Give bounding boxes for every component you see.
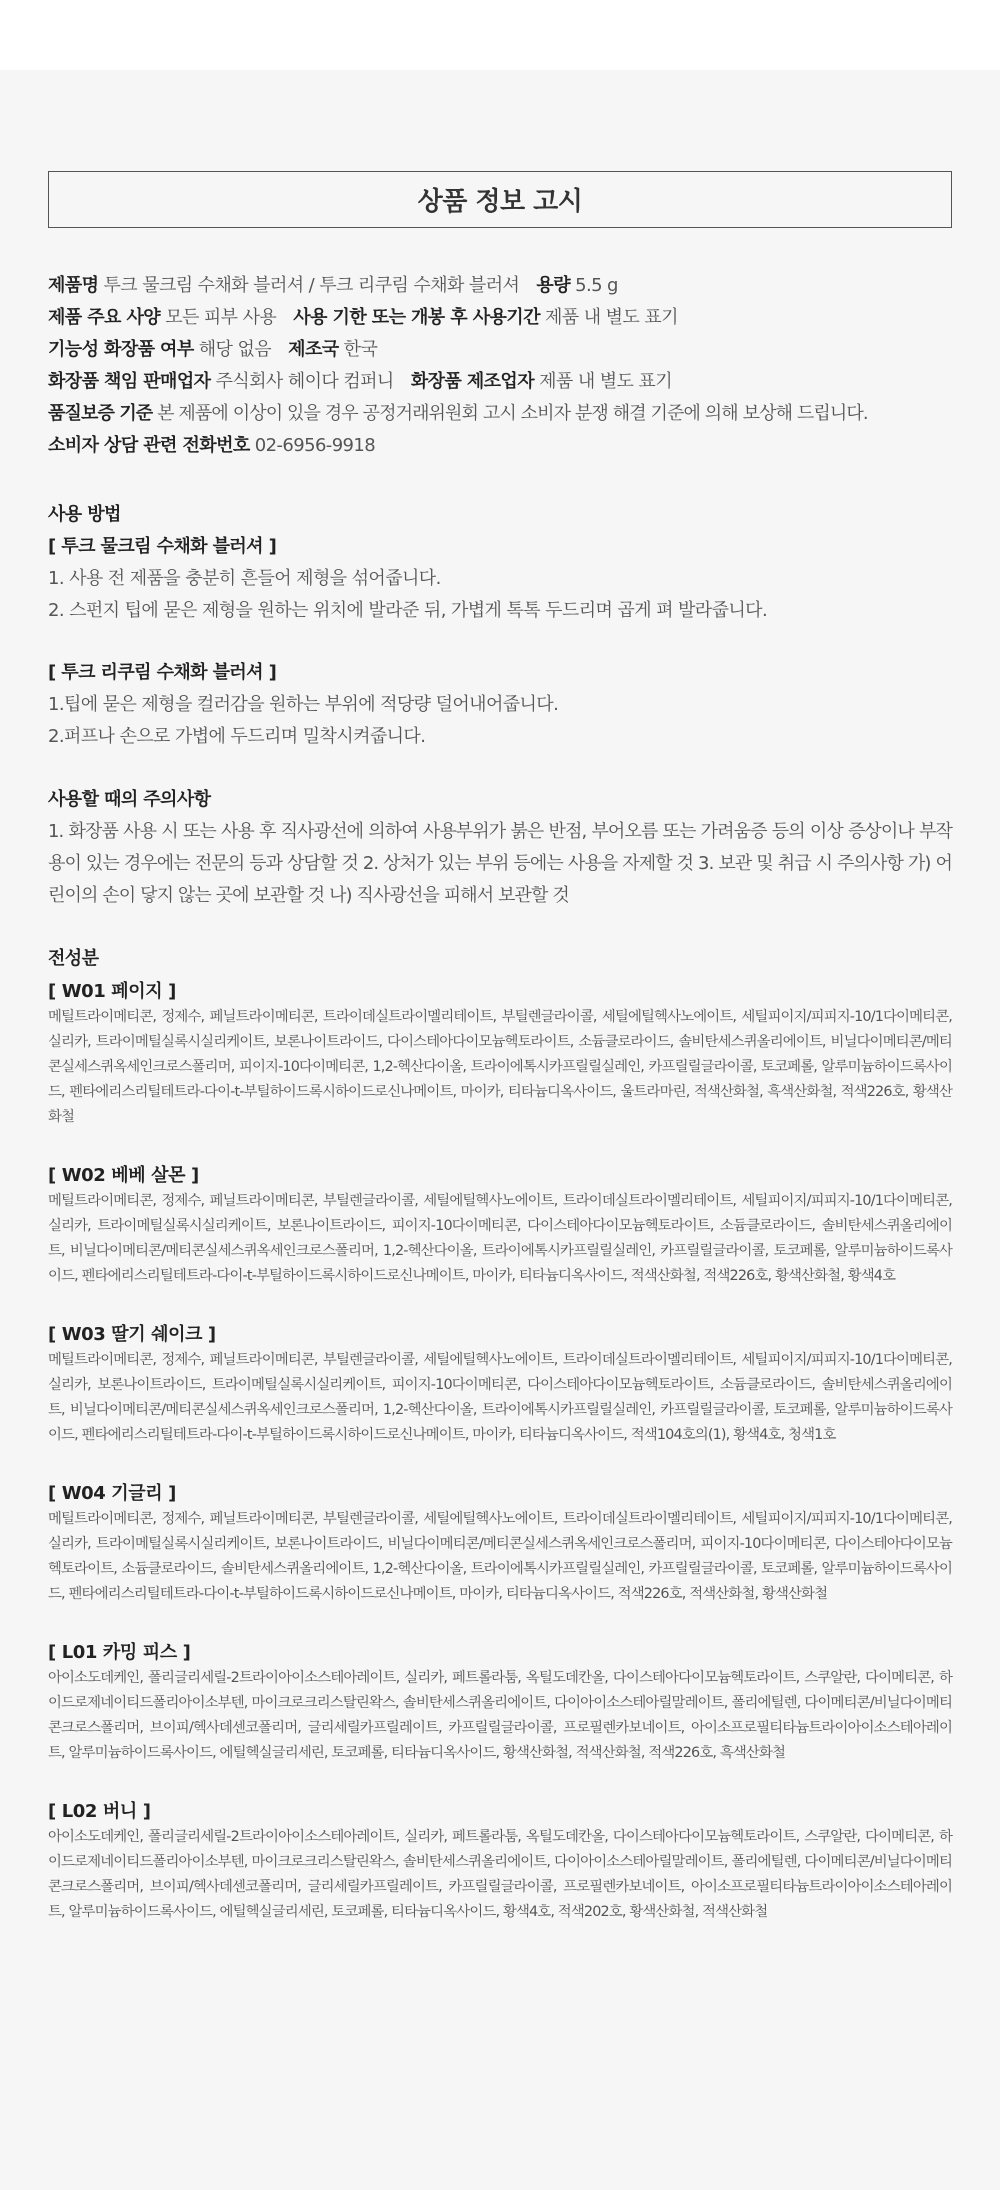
ingredient-list: 메틸트라이메티콘, 정제수, 페닐트라이메티콘, 부틸렌글라이콜, 세틸에틸헥사노에이트, 트라이데실트라이멜리테이트, 세틸피이지/피피지-10/1다이메티콘, 실리카, 트라이메틸실록시실리케이트, 보론나이트라이드, 피이지-10다이메티콘, 다이스테아다이모늄헥토라이트, 소듐클로라이드, 솔비탄세스퀴올리에이트, 비닐다이메티콘/메티콘실세스퀴옥세인크로스폴리머, 1,2-헥산다이올, 트라이에톡시카프릴릴실레인, 카프릴릴글라이콜, 토코페롤, 알루미늄하이드록사이드, 펜타에리스리틸테트라-다이-t-부틸하이드록시하이드로신나메이트, 마이카, 티타늄디옥사이드, 적색산화철, 적색226호, 황색산화철, 황색4호 xyxy=(48,1193,952,1284)
phone-label: 소비자 상담 관련 전화번호 xyxy=(48,435,250,456)
origin-label: 제조국 xyxy=(288,339,339,360)
phone-value: 02-6956-9918 xyxy=(254,435,376,456)
ingredient-list: 메틸트라이메티콘, 정제수, 페닐트라이메티콘, 부틸렌글라이콜, 세틸에틸헥사노에이트, 트라이데실트라이멜리테이트, 세틸피이지/피피지-10/1다이메티콘, 실리카, 트라이메틸실록시실리케이트, 보론나이트라이드, 비닐다이메티콘/메티콘실세스퀴옥세인크로스폴리머, 피이지-10다이메티콘, 다이스테아다이모늄헥토라이트, 소듐클로라이드, 솔비탄세스퀴올리에이트, 1,2-헥산다이올, 트라이에톡시카프릴릴실레인, 카프릴릴글라이콜, 토코페롤, 알루미늄하이드록사이드, 펜타에리스리틸테트라-다이-t-부틸하이드록시하이드로신나메이트, 마이카, 티타늄디옥사이드, 적색226호, 적색산화철, 황색산화철 xyxy=(48,1511,952,1602)
info-row-name xyxy=(48,270,952,302)
spec-value: 모든 피부 사용 xyxy=(165,307,277,328)
ingredient-name: [ W04 기글리 ] xyxy=(48,1483,176,1504)
name-value: 투크 물크림 수채화 블러셔 / 투크 리쿠림 수채화 블러셔 xyxy=(103,275,520,296)
top-white-bar xyxy=(0,0,1000,70)
caution-title: 사용할 때의 주의사항 xyxy=(48,789,211,810)
ingredients-title: 전성분 xyxy=(48,948,99,969)
expiry-label: 사용 기한 또는 개봉 후 사용기간 xyxy=(293,307,540,328)
ingredient-list: 메틸트라이메티콘, 정제수, 페닐트라이메티콘, 트라이데실트라이멜리테이트, 부틸렌글라이콜, 세틸에틸헥사노에이트, 세틸피이지/피피지-10/1다이메티콘, 실리카, 트라이메틸실록시실리케이트, 보론나이트라이드, 다이스테아다이모늄헥토라이트, 소듐클로라이드, 솔비탄세스퀴올리에이트, 비닐다이메티콘/메티콘실세스퀴옥세인크로스폴리머, 피이지-10다이메티콘, 1,2-헥산다이올, 트라이에톡시카프릴릴실레인, 카프릴릴글라이콜, 토코페롤, 알루미늄하이드록사이드, 펜타에리스리틸테트라-다이-t-부틸하이드록시하이드로신나메이트, 마이카, 티타늄디옥사이드, 울트라마린, 적색산화철, 흑색산화철, 적색226호, 황색산화철 xyxy=(48,1009,952,1125)
origin-value: 한국 xyxy=(343,339,378,360)
ingredient-list: 아이소도데케인, 폴리글리세릴-2트라이아이소스테아레이트, 실리카, 페트롤라툼, 옥틸도데칸올, 다이스테아다이모늄헥토라이트, 스쿠알란, 다이메티콘, 하이드로제네이티드폴리아이소부텐, 마이크로크리스탈린왁스, 솔비탄세스퀴올리에이트, 다이아이소스테아릴말레이트, 폴리에틸렌, 다이메티콘/비닐다이메티콘크로스폴리머, 브이피/헥사데센코폴리머, 글리세릴카프릴레이트, 카프릴릴글라이콜, 프로필렌카보네이트, 아이소프로필티타늄트라이아이소스테아레이트, 알루미늄하이드록사이드, 에틸헥실글리세린, 토코페롤, 티타늄디옥사이드, 황색4호, 적색202호, 황색산화철, 적색산화철 xyxy=(48,1829,952,1920)
name-label: 제품명 xyxy=(48,275,99,296)
info-row-quality xyxy=(48,398,952,430)
product-info xyxy=(48,270,952,462)
ingredient-name: [ W01 페이지 ] xyxy=(48,981,176,1002)
quality-value: 본 제품에 이상이 있을 경우 공정거래위원회 고시 소비자 분쟁 해결 기준에 의해 보상해 드립니다. xyxy=(157,403,868,424)
info-row-spec xyxy=(48,302,952,334)
ingredient-block xyxy=(48,1640,952,1766)
expiry-value: 제품 내 별도 표기 xyxy=(545,307,678,328)
usage-step: 1.팁에 묻은 제형을 컬러감을 원하는 부위에 적당량 덜어내어줍니다. xyxy=(48,694,559,715)
ingredient-block xyxy=(48,1322,952,1448)
page-title: 상품 정보 고시 xyxy=(48,171,952,228)
functional-value: 해당 없음 xyxy=(198,339,272,360)
ingredient-block xyxy=(48,1481,952,1607)
blusher2-title: [ 투크 리쿠림 수채화 블러셔 ] xyxy=(48,662,277,683)
blusher1-title: [ 투크 물크림 수채화 블러셔 ] xyxy=(48,536,277,557)
usage-step: 2.퍼프나 손으로 가볍에 두드리며 밀착시켜줍니다. xyxy=(48,726,426,747)
maker-label: 화장품 제조업자 xyxy=(410,371,534,392)
usage-title: 사용 방법 xyxy=(48,504,121,525)
ingredient-name: [ W02 베베 살몬 ] xyxy=(48,1165,199,1186)
seller-label: 화장품 책임 판매업자 xyxy=(48,371,211,392)
functional-label: 기능성 화장품 여부 xyxy=(48,339,194,360)
ingredient-list: 아이소도데케인, 폴리글리세릴-2트라이아이소스테아레이트, 실리카, 페트롤라툼, 옥틸도데칸올, 다이스테아다이모늄헥토라이트, 스쿠알란, 다이메티콘, 하이드로제네이티드폴리아이소부텐, 마이크로크리스탈린왁스, 솔비탄세스퀴올리에이트, 다이아이소스테아릴말레이트, 폴리에틸렌, 다이메티콘/비닐다이메티콘크로스폴리머, 브이피/헥사데센코폴리머, 글리세릴카프릴레이트, 카프릴릴글라이콜, 프로필렌카보네이트, 아이소프로필티타늄트라이아이소스테아레이트, 알루미늄하이드록사이드, 에틸헥실글리세린, 토코페롤, 티타늄디옥사이드, 황색산화철, 적색산화철, 적색226호, 흑색산화철 xyxy=(48,1670,952,1761)
volume-value: 5.5 g xyxy=(575,275,618,296)
ingredient-list: 메틸트라이메티콘, 정제수, 페닐트라이메티콘, 부틸렌글라이콜, 세틸에틸헥사노에이트, 트라이데실트라이멜리테이트, 세틸피이지/피피지-10/1다이메티콘, 실리카, 보론나이트라이드, 트라이메틸실록시실리케이트, 피이지-10다이메티콘, 다이스테아다이모늄헥토라이트, 소듐클로라이드, 솔비탄세스퀴올리에이트, 비닐다이메티콘/메티콘실세스퀴옥세인크로스폴리머, 1,2-헥산다이올, 트라이에톡시카프릴릴실레인, 카프릴릴글라이콜, 토코페롤, 알루미늄하이드록사이드, 펜타에리스리틸테트라-다이-t-부틸하이드록시하이드로신나메이트, 마이카, 티타늄디옥사이드, 적색104호의(1), 황색4호, 청색1호 xyxy=(48,1352,952,1443)
spec-label: 제품 주요 사양 xyxy=(48,307,161,328)
caution-text: 1. 화장품 사용 시 또는 사용 후 직사광선에 의하여 사용부위가 붉은 반점, 부어오름 또는 가려움증 등의 이상 증상이나 부작용이 있는 경우에는 전문의 등과 상담할 것 2. 상처가 있는 부위 등에는 사용을 자제할 것 3. 보관 및 취급 시 주의사항 가) 어린이의 손이 닿지 않는 곳에 보관할 것 나) 직사광선을 피해서 보관할 것 xyxy=(48,821,952,906)
ingredients-section xyxy=(48,943,952,1925)
ingredient-block xyxy=(48,1799,952,1925)
product-notice xyxy=(48,171,952,1925)
seller-value: 주식회사 헤이다 컴퍼니 xyxy=(215,371,394,392)
quality-label: 품질보증 기준 xyxy=(48,403,153,424)
usage-step: 2. 스펀지 팁에 묻은 제형을 원하는 위치에 발라준 뒤, 가볍게 톡톡 두드리며 곱게 펴 발라줍니다. xyxy=(48,600,768,621)
usage-step: 1. 사용 전 제품을 충분히 흔들어 제형을 섞어줍니다. xyxy=(48,568,441,589)
ingredient-name: [ W03 딸기 쉐이크 ] xyxy=(48,1324,216,1345)
ingredient-block xyxy=(48,1163,952,1289)
volume-label: 용량 xyxy=(536,275,570,296)
maker-value: 제품 내 별도 표기 xyxy=(539,371,673,392)
ingredient-name: [ L02 버니 ] xyxy=(48,1801,151,1822)
ingredient-block xyxy=(48,979,952,1130)
usage-section xyxy=(48,499,952,753)
info-row-phone xyxy=(48,430,952,462)
ingredient-name: [ L01 카밍 피스 ] xyxy=(48,1642,191,1663)
caution-section xyxy=(48,784,952,912)
info-row-functional xyxy=(48,334,952,366)
info-row-seller xyxy=(48,366,952,398)
